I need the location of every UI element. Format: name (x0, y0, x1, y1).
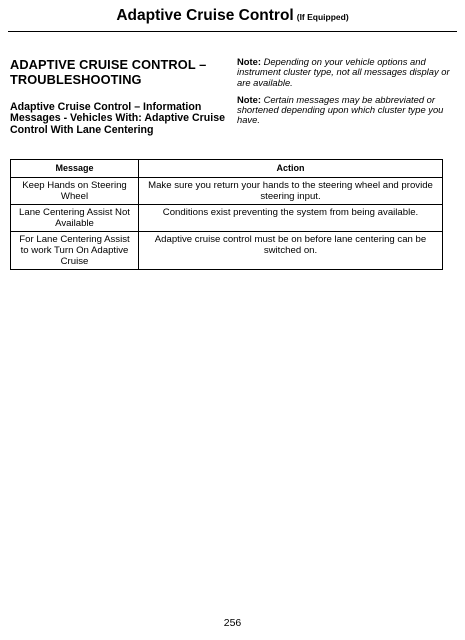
note-label: Note: (237, 93, 261, 105)
message-cell: For Lane Centering Assist to work Turn On Adaptive Cruise (11, 232, 139, 270)
section-subtitle: Adaptive Cruise Control – Information Messages - Vehicles With: Adaptive Cruise Control With Lane Centering (10, 101, 225, 136)
section-title: ADAPTIVE CRUISE CONTROL – TROUBLESHOOTING (10, 57, 207, 87)
column-header-message: Message (11, 160, 139, 178)
page-number: 256 (223, 617, 242, 629)
column-header-action: Action (139, 160, 443, 178)
page-header-title: Adaptive Cruise Control (116, 7, 294, 24)
note (237, 95, 452, 126)
message-cell: Keep Hands on Steering Wheel (11, 178, 139, 205)
action-cell: Adaptive cruise control must be on before lane centering can be switched on. (139, 232, 443, 270)
left-column (10, 57, 225, 136)
note-text: Depending on your vehicle options and instrument cluster type, not all messages display or are available. (237, 56, 450, 88)
note-text: Certain messages may be abbreviated or shortened depending upon which cluster type you have. (237, 93, 444, 126)
page-header (0, 7, 465, 25)
right-column (237, 57, 452, 133)
table-row (11, 232, 443, 270)
message-cell: Lane Centering Assist Not Available (11, 205, 139, 232)
messages-table (10, 159, 443, 270)
note (237, 57, 452, 88)
action-cell: Make sure you return your hands to the steering wheel and provide steering input. (139, 178, 443, 205)
table-row (11, 178, 443, 205)
header-divider (8, 31, 457, 32)
page-header-subtitle: (If Equipped) (296, 12, 349, 22)
table-row (11, 205, 443, 232)
table-header-row (11, 160, 443, 178)
note-label: Note: (237, 56, 261, 67)
action-cell: Conditions exist preventing the system from being available. (139, 205, 443, 232)
